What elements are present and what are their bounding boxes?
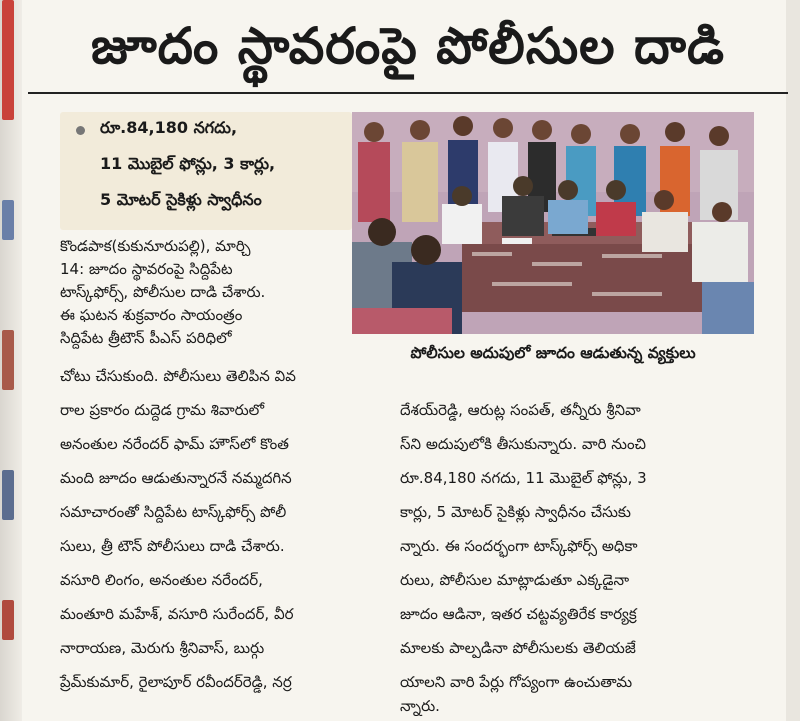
article-line: రాల ప్రకారం దుద్దెడ గ్రామ శివారులో	[60, 401, 265, 419]
article-line: యాలని వారి పేర్లు గోప్యంగా ఉంచుతామ	[400, 673, 633, 691]
highlight-line: రూ.84,180 నగదు,	[100, 118, 238, 137]
article-line: రూ.84,180 నగదు, 11 మొబైల్ ఫోన్లు, 3	[400, 469, 647, 487]
news-photo	[352, 112, 754, 334]
article-line: మాలకు పాల్పడినా పోలీసులకు తెలియజే	[400, 639, 636, 657]
article-line: స్‌ని అదుపులోకి తీసుకున్నారు. వారి నుంచి	[400, 435, 647, 453]
article-line: చోటు చేసుకుంది. పోలీసులు తెలిపిన వివ	[60, 367, 296, 385]
article-line: జూదం ఆడినా, ఇతర చట్టవ్యతిరేక కార్యక్ర	[400, 605, 637, 623]
article-line: న్నారు. ఈ సందర్భంగా టాస్క్‌ఫోర్స్ అధికా	[400, 537, 638, 555]
headline-rule	[28, 92, 788, 94]
article-line: టాస్క్‌ఫోర్స్, పోలీసుల దాడి చేశారు.	[60, 283, 266, 301]
bullet-icon	[76, 126, 85, 135]
highlight-line: 11 మొబైల్ ఫోన్లు, 3 కార్లు,	[100, 154, 276, 173]
article-line: మంతూరి మహేశ్, వసూరి సురేందర్, వీర	[60, 605, 294, 623]
article-line: కార్లు, 5 మోటర్ సైకిళ్లు స్వాధీనం చేసుకు	[400, 503, 631, 521]
article-line: వసూరి లింగం, అనంతుల నరేందర్,	[60, 571, 263, 589]
article-line: కొండపాక(కుకునూరుపల్లి), మార్చి	[60, 237, 251, 255]
photo-caption: పోలీసుల అదుపులో జూదం ఆడుతున్న వ్యక్తులు	[352, 336, 754, 370]
article-line: అనంతుల నరేందర్ ఫామ్ హౌస్‌లో కొంత	[60, 435, 289, 453]
adjacent-page-edge	[0, 0, 22, 721]
article-line: మంది జూదం ఆడుతున్నారనే నమ్మదగిన	[60, 469, 292, 487]
article-line: దేశయ్‌రెడ్డి, ఆరుట్ల సంపత్, తన్నీరు శ్రీనివా	[400, 401, 641, 419]
page-margin-right	[786, 0, 800, 721]
article-line: ఈ ఘటన శుక్రవారం సాయంత్రం	[60, 306, 243, 324]
article-line: సమాచారంతో సిద్దిపేట టాస్క్‌ఫోర్స్ పోలీ	[60, 503, 287, 521]
photo-illustration	[352, 112, 754, 334]
article-line: నారాయణ, మెరుగు శ్రీనివాస్, బుర్గు	[60, 639, 265, 657]
article-line: సులు, త్రీ టౌన్ పోలీసులు దాడి చేశారు.	[60, 537, 285, 555]
headline: జూదం స్థావరంపై పోలీసుల దాడి	[90, 17, 726, 75]
article-line: ప్రేమ్‌కుమార్, రైలాపూర్ రవీందర్‌రెడ్డి, నర్ర	[60, 673, 292, 691]
article-line: 14: జూదం స్థావరంపై సిద్దిపేట	[60, 260, 233, 278]
article-line: సిద్దిపేట త్రీటౌన్ పీఎస్ పరిధిలో	[60, 329, 232, 347]
highlight-line: 5 మోటర్ సైకిళ్లు స్వాధీనం	[100, 190, 262, 209]
article-line: రులు, పోలీసుల మాట్లాడుతూ ఎక్కడైనా	[400, 571, 630, 589]
article-line: న్నారు.	[400, 697, 440, 715]
highlights-box	[60, 112, 352, 230]
